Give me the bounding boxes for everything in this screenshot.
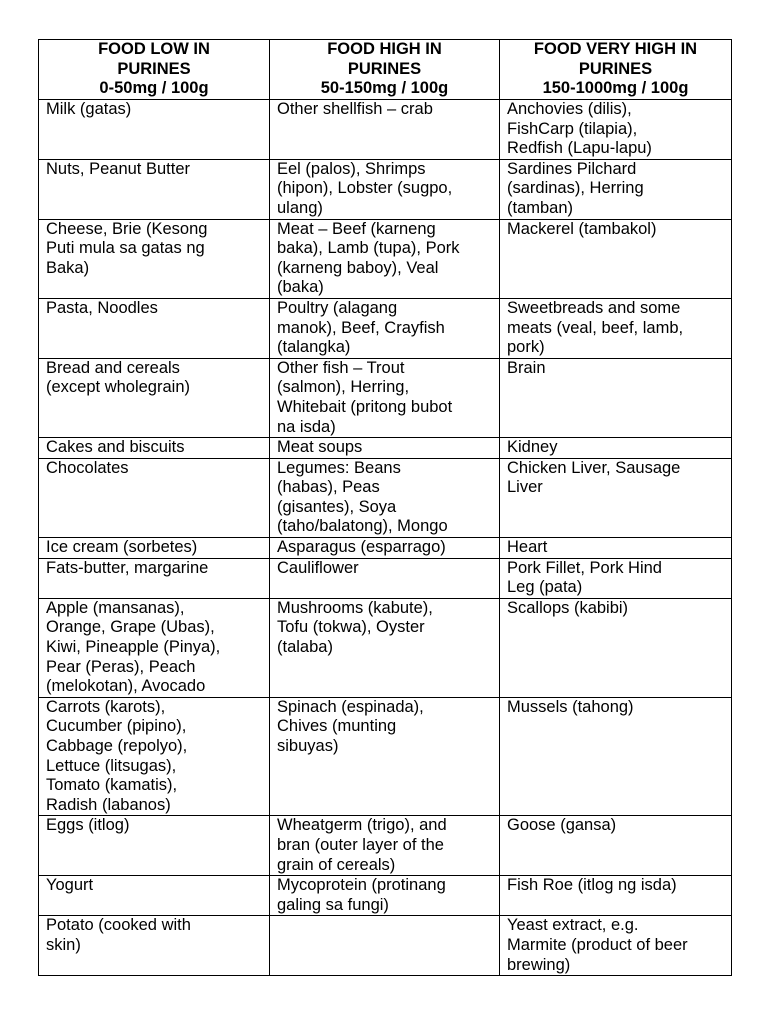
- cell-food-high: [270, 697, 500, 816]
- cell-food-high: [270, 219, 500, 298]
- cell-food-very-high: [500, 697, 732, 816]
- table-row: [39, 816, 732, 876]
- cell-food-low: [39, 219, 270, 298]
- cell-food-low: [39, 538, 270, 559]
- table-body: [39, 100, 732, 976]
- cell-food-high: [270, 358, 500, 437]
- cell-text: Ice cream (sorbetes): [46, 538, 198, 557]
- cell-text: Mushrooms (kabute), Tofu (tokwa), Oyster (talaba): [277, 598, 433, 657]
- cell-text: Scallops (kabibi): [507, 598, 629, 617]
- cell-food-low: [39, 816, 270, 876]
- cell-text: Meat soups: [277, 438, 363, 457]
- cell-text: Carrots (karots), Cucumber (pipino), Cabbage (repolyo), Lettuce (litsugas), Tomato (kamatis), Radish (labanos): [46, 697, 188, 814]
- cell-food-very-high: [500, 438, 732, 459]
- cell-food-very-high: [500, 598, 732, 697]
- cell-food-high: [270, 538, 500, 559]
- cell-text: Mussels (tahong): [507, 697, 634, 716]
- cell-text: Cheese, Brie (Kesong Puti mula sa gatas ng Baka): [46, 219, 208, 277]
- cell-food-very-high: [500, 159, 732, 219]
- cell-food-low: [39, 100, 270, 160]
- cell-food-high: [270, 100, 500, 160]
- table-row: [39, 438, 732, 459]
- cell-food-very-high: [500, 219, 732, 298]
- table-header-row: [39, 40, 732, 100]
- cell-text: Other fish – Trout (salmon), Herring, Whitebait (pritong bubot na isda): [277, 358, 453, 436]
- cell-food-very-high: [500, 558, 732, 598]
- cell-text: Fish Roe (itlog ng isda): [507, 876, 677, 895]
- cell-text: Chocolates: [46, 458, 129, 477]
- table-row: [39, 538, 732, 559]
- cell-text: Sweetbreads and some meats (veal, beef, lamb, pork): [507, 298, 684, 357]
- header-food-high: [270, 40, 500, 100]
- header-food-low: [39, 40, 270, 100]
- cell-text: Chicken Liver, Sausage Liver: [507, 458, 681, 497]
- cell-food-low: [39, 438, 270, 459]
- cell-text: Sardines Pilchard (sardinas), Herring (tamban): [507, 159, 644, 217]
- cell-text: Nuts, Peanut Butter: [46, 159, 190, 178]
- cell-text: Yogurt: [46, 876, 94, 895]
- cell-food-high: [270, 438, 500, 459]
- cell-food-very-high: [500, 298, 732, 358]
- cell-food-very-high: [500, 458, 732, 537]
- cell-text: Kidney: [507, 438, 558, 457]
- cell-food-high: [270, 298, 500, 358]
- cell-text: Apple (mansanas), Orange, Grape (Ubas), Kiwi, Pineapple (Pinya), Pear (Peras), Peach (melokotan), Avocado: [46, 598, 221, 696]
- cell-text: Fats-butter, margarine: [46, 558, 209, 577]
- cell-food-high: [270, 159, 500, 219]
- header-line: 150-1000mg / 100g: [542, 79, 689, 98]
- cell-text: Meat – Beef (karneng baka), Lamb (tupa), Pork (karneng baboy), Veal (baka): [277, 219, 460, 297]
- cell-food-low: [39, 598, 270, 697]
- table-row: [39, 876, 732, 916]
- cell-text: Mackerel (tambakol): [507, 219, 657, 238]
- cell-text: Eggs (itlog): [46, 816, 130, 835]
- cell-text: Potato (cooked with skin): [46, 916, 191, 954]
- cell-text: Goose (gansa): [507, 816, 617, 835]
- cell-food-very-high: [500, 100, 732, 160]
- cell-text: Yeast extract, e.g. Marmite (product of beer brewing): [507, 916, 688, 974]
- cell-text: Heart: [507, 538, 548, 557]
- cell-text: Asparagus (esparrago): [277, 538, 446, 557]
- table-row: [39, 697, 732, 816]
- table-row: [39, 916, 732, 976]
- cell-food-high: [270, 816, 500, 876]
- table-row: [39, 558, 732, 598]
- header-line: FOOD HIGH IN: [327, 40, 442, 58]
- cell-food-high: [270, 558, 500, 598]
- cell-text: Mycoprotein (protinang galing sa fungi): [277, 876, 446, 914]
- cell-text: Brain: [507, 358, 546, 377]
- cell-food-low: [39, 876, 270, 916]
- cell-text: Other shellfish – crab: [277, 100, 433, 118]
- cell-food-high: [270, 458, 500, 537]
- table-row: [39, 219, 732, 298]
- header-line: PURINES: [347, 59, 422, 78]
- cell-text: Eel (palos), Shrimps (hipon), Lobster (sugpo, ulang): [277, 159, 453, 217]
- cell-text: Spinach (espinada), Chives (munting sibuyas): [277, 697, 424, 755]
- cell-food-very-high: [500, 358, 732, 437]
- cell-food-low: [39, 298, 270, 358]
- cell-food-very-high: [500, 916, 732, 976]
- purine-food-table: [38, 39, 732, 976]
- cell-food-low: [39, 159, 270, 219]
- table-row: [39, 598, 732, 697]
- cell-food-very-high: [500, 538, 732, 559]
- cell-text: Wheatgerm (trigo), and bran (outer layer of the grain of cereals): [277, 816, 447, 874]
- table-row: [39, 159, 732, 219]
- cell-food-high: [270, 916, 500, 976]
- header-line: PURINES: [117, 59, 191, 78]
- header-line: 50-150mg / 100g: [320, 79, 449, 98]
- cell-text: Pork Fillet, Pork Hind Leg (pata): [507, 558, 662, 597]
- cell-text: Poultry (alagang manok), Beef, Crayfish (talangka): [277, 298, 445, 357]
- cell-food-low: [39, 697, 270, 816]
- cell-text: Cakes and biscuits: [46, 438, 185, 457]
- cell-food-high: [270, 876, 500, 916]
- cell-text: Milk (gatas): [46, 100, 132, 118]
- cell-text: Bread and cereals (except wholegrain): [46, 358, 190, 397]
- cell-food-low: [39, 558, 270, 598]
- header-food-very-high: [500, 40, 732, 100]
- cell-food-low: [39, 916, 270, 976]
- table-row: [39, 100, 732, 160]
- cell-text: Legumes: Beans (habas), Peas (gisantes), Soya (taho/balatong), Mongo: [277, 458, 448, 536]
- cell-food-low: [39, 358, 270, 437]
- header-line: FOOD VERY HIGH IN: [533, 40, 698, 58]
- header-line: 0-50mg / 100g: [99, 79, 209, 98]
- cell-text: Anchovies (dilis), FishCarp (tilapia), Redfish (Lapu-lapu): [507, 100, 652, 158]
- cell-food-high: [270, 598, 500, 697]
- cell-text: Pasta, Noodles: [46, 298, 158, 317]
- header-line: FOOD LOW IN: [98, 40, 210, 58]
- cell-food-very-high: [500, 816, 732, 876]
- header-line: PURINES: [578, 59, 653, 78]
- table-row: [39, 458, 732, 537]
- table-row: [39, 298, 732, 358]
- cell-food-low: [39, 458, 270, 537]
- table-row: [39, 358, 732, 437]
- cell-food-very-high: [500, 876, 732, 916]
- cell-text: Cauliflower: [277, 558, 359, 577]
